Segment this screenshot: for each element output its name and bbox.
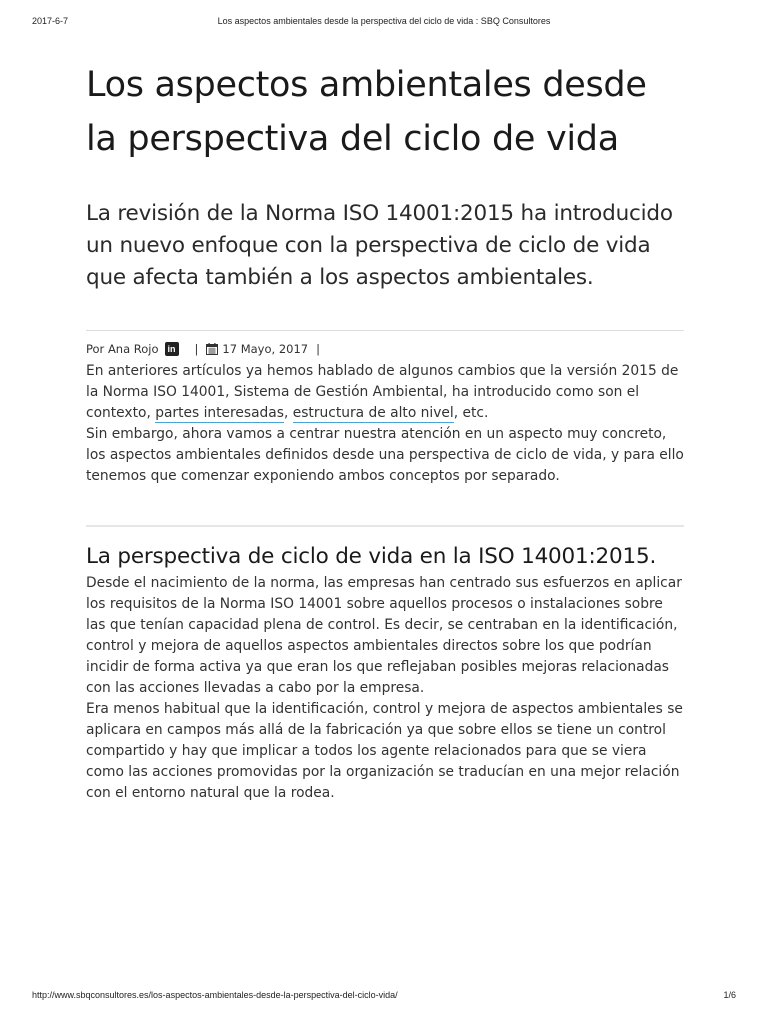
print-date: 2017-6-7	[32, 16, 69, 26]
article	[86, 54, 684, 804]
paragraph-origins: Desde el nacimiento de la norma, las empresas han centrado sus esfuerzos en aplicar los requisitos de la Norma ISO 14001 sobre aquellos procesos o instalaciones sobre las que tenían capacidad plena de control. Es decir, se centraban en la identificación, control y mejora de aquellos aspectos ambientales directos sobre los que podrían incidir de forma activa ya que eran los que reflejaban posibles mejoras relacionadas con las acciones llevadas a cabo por la empresa.	[86, 575, 682, 696]
paragraph-text: En anteriores artículos ya hemos hablado de algunos cambios que la versión 2015 de la Norma ISO 14001, Sistema de Gestión Ambiental, ha introducido como son el contexto,	[86, 363, 679, 421]
section-body	[86, 573, 684, 804]
paragraph-shared-control: Era menos habitual que la identificación, control y mejora de aspectos ambientales se aplicara en campos más allá de la fabricación ya que sobre ellos se tiene un control compartido y hay que implicar a todos los agente relacionados para que se viera como las acciones promovidas por la organización se traducían en una mejor relación con el entorno natural que la rodea.	[86, 701, 683, 801]
paragraph-text: , etc.	[453, 405, 489, 421]
paragraph-focus: Sin embargo, ahora vamos a centrar nuestra atención en un aspecto muy concreto, los aspectos ambientales definidos desde una perspectiva de ciclo de vida, y para ello tenemos que comenzar exponiendo ambos conceptos por separado.	[86, 426, 684, 484]
link-estructura-alto-nivel[interactable]: estructura de alto nivel	[292, 405, 454, 421]
author-byline: Por Ana Rojo	[86, 342, 159, 356]
article-body	[86, 361, 684, 487]
section-divider	[86, 525, 684, 527]
link-partes-interesadas[interactable]: partes interesadas	[155, 405, 284, 421]
paragraph-text: ,	[283, 405, 293, 421]
publish-date: 17 Mayo, 2017	[222, 342, 309, 356]
meta-separator: |	[194, 342, 199, 356]
calendar-icon	[206, 343, 218, 355]
article-title: Los aspectos ambientales desde la perspectiva del ciclo de vida	[86, 65, 647, 159]
section-heading: La perspectiva de ciclo de vida en la ISO 14001:2015.	[86, 544, 657, 569]
article-meta	[86, 330, 684, 361]
linkedin-icon[interactable]: in	[165, 342, 179, 356]
print-footer	[32, 990, 736, 1004]
print-document-title: Los aspectos ambientales desde la perspectiva del ciclo de vida : SBQ Consultores	[217, 16, 551, 26]
page-number: 1/6	[723, 990, 736, 1000]
paragraph-intro	[86, 361, 684, 424]
print-url: http://www.sbqconsultores.es/los-aspectos-ambientales-desde-la-perspectiva-del-ciclo-vida/	[32, 990, 398, 1000]
article-lead: La revisión de la Norma ISO 14001:2015 ha introducido un nuevo enfoque con la perspectiva de ciclo de vida que afecta también a los aspectos ambientales.	[86, 201, 673, 290]
meta-separator: |	[316, 342, 320, 356]
print-header	[32, 16, 736, 30]
